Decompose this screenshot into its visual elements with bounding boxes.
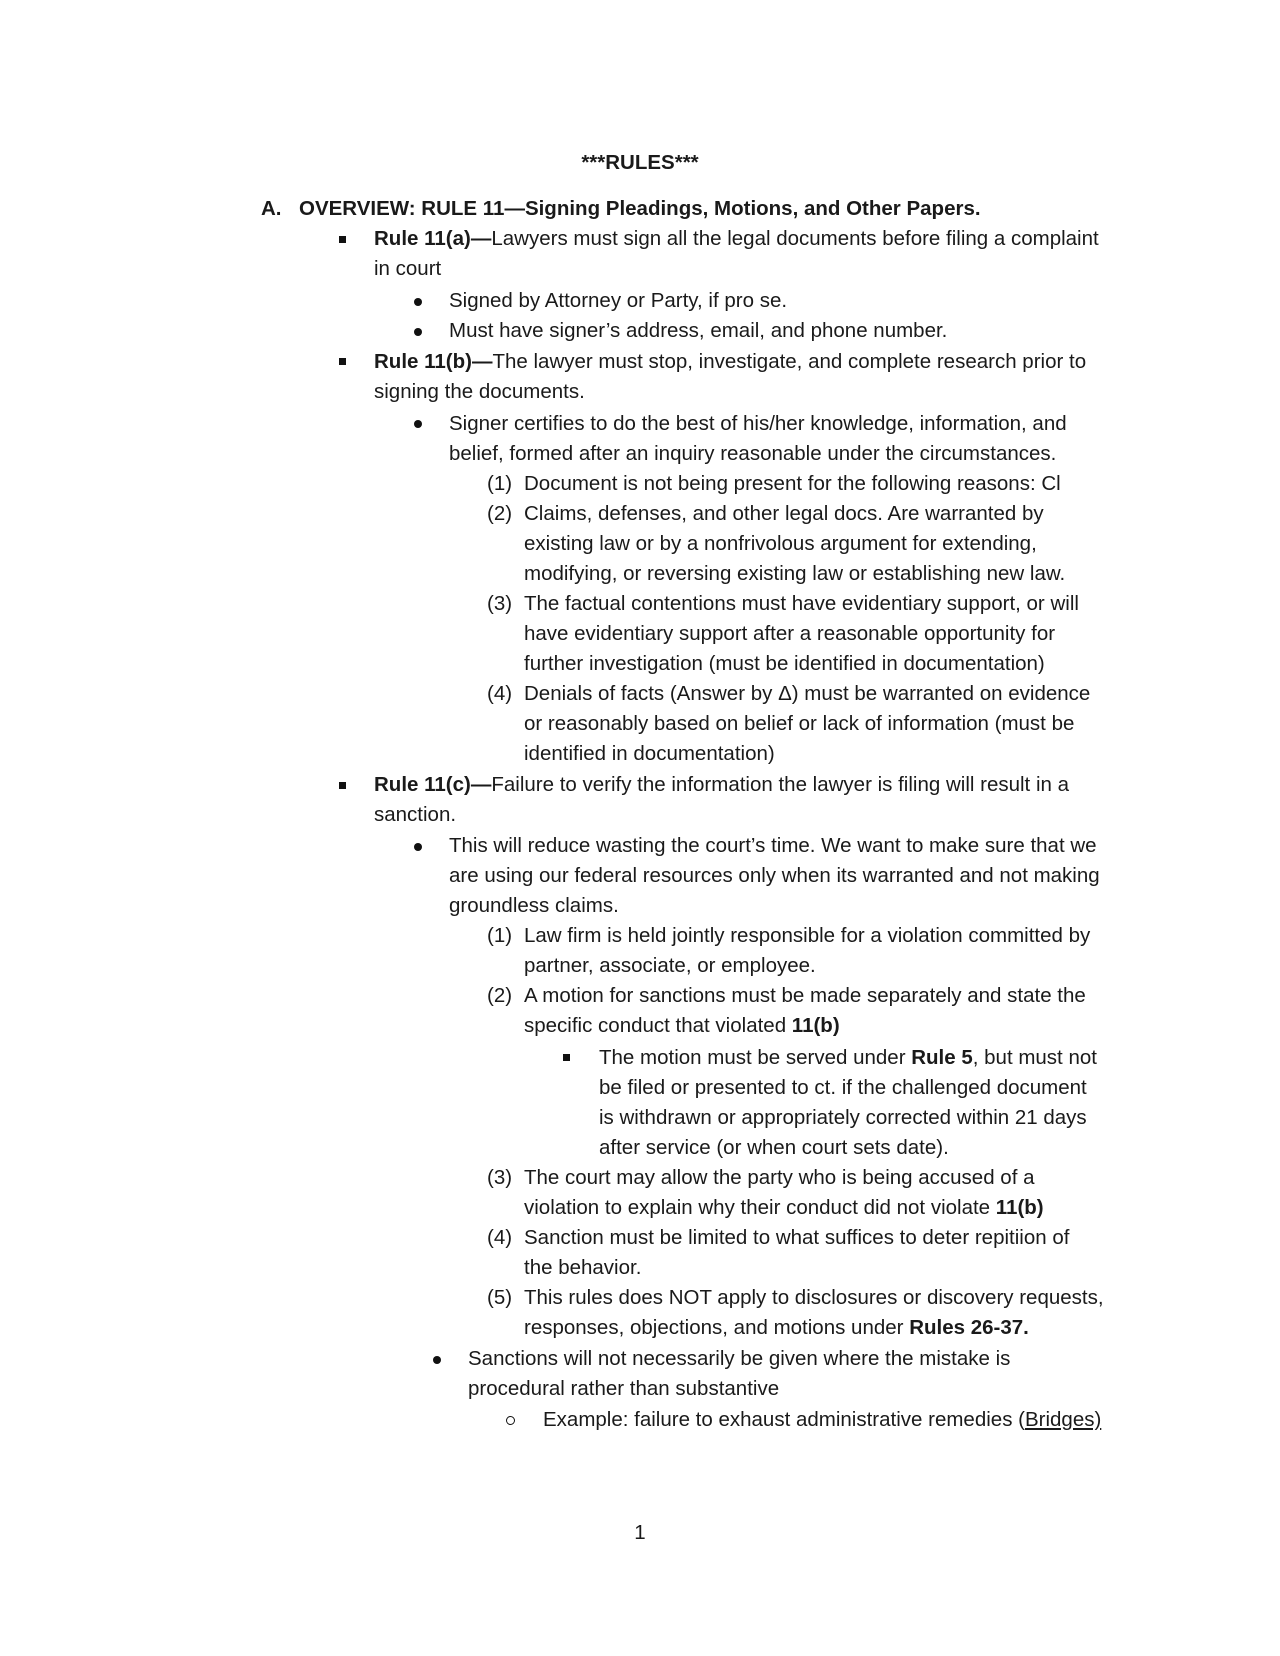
rule-11c-item-1-line2: partner, associate, or employee. — [524, 954, 816, 977]
square-bullet-icon — [339, 358, 346, 365]
rule-11c-item-3-line1: The court may allow the party who is being accused of a — [524, 1166, 1035, 1189]
rule-11c-item-2-line2 — [524, 1011, 840, 1041]
rule-11c-item-5-ref: Rules 26-37. — [909, 1316, 1029, 1339]
rule-11c-item-3-num: (3) — [487, 1166, 513, 1189]
rule-11c-item-4-line2: the behavior. — [524, 1256, 642, 1279]
rule-11a-bullet-2: Must have signer’s address, email, and phone number. — [449, 319, 948, 342]
sanctions-example — [543, 1405, 1101, 1435]
rule-11a-label: Rule 11(a)— — [374, 227, 492, 250]
section-a-letter: A. — [261, 197, 282, 220]
rule-11b-item-4-line1: Denials of facts (Answer by Δ) must be warranted on evidence — [524, 682, 1091, 705]
rule-11b-item-2-line2: existing law or by a nonfrivolous argument for extending, — [524, 532, 1037, 555]
page-number: 1 — [634, 1521, 646, 1544]
rule-11c-item-5-line2-text: responses, objections, and motions under — [524, 1316, 910, 1339]
rule-11c-subsq-ref: Rule 5 — [911, 1046, 973, 1069]
bullet-icon — [414, 298, 422, 306]
rule-11c-item-3-ref: 11(b) — [995, 1196, 1044, 1219]
bridges-case-ref: Bridges) — [1024, 1408, 1102, 1431]
rule-11c-bullet-line1: This will reduce wasting the court’s time. We want to make sure that we — [449, 834, 1097, 857]
rule-11c-subsq-line4: after service (or when court sets date). — [599, 1136, 949, 1159]
rule-11b-line2: signing the documents. — [374, 380, 585, 403]
rule-11c-item-3-line2-text: violation to explain why their conduct did not violate — [524, 1196, 996, 1219]
rule-11c-item-2-ref: 11(b) — [791, 1014, 840, 1037]
rule-11b-item-2-num: (2) — [487, 502, 513, 525]
rule-11b-item-1-num: (1) — [487, 472, 513, 495]
rule-11c-subsq-line1 — [599, 1043, 1097, 1073]
bullet-icon — [414, 420, 422, 428]
rule-11b-item-3-line3: further investigation (must be identified in documentation) — [524, 652, 1045, 675]
rule-11a-bullet-1: Signed by Attorney or Party, if pro se. — [449, 289, 788, 312]
rule-11b-item-3-line1: The factual contentions must have evidentiary support, or will — [524, 592, 1079, 615]
rule-11a-text: Lawyers must sign all the legal documents before filing a complaint — [491, 227, 1099, 250]
rule-11c-subsq-line3: is withdrawn or appropriately corrected within 21 days — [599, 1106, 1087, 1129]
rule-11b-item-4-line2: or reasonably based on belief or lack of information (must be — [524, 712, 1075, 735]
rule-11c-item-5-line1: This rules does NOT apply to disclosures or discovery requests, — [524, 1286, 1104, 1309]
rule-11c-text: Failure to verify the information the lawyer is filing will result in a — [491, 773, 1070, 796]
rule-11c-item-2-line1: A motion for sanctions must be made separately and state the — [524, 984, 1086, 1007]
square-bullet-icon — [339, 782, 346, 789]
rule-11b-bullet-line1: Signer certifies to do the best of his/her knowledge, information, and — [449, 412, 1067, 435]
rule-11c-item-1-num: (1) — [487, 924, 513, 947]
rule-11b-item-4-line3: identified in documentation) — [524, 742, 775, 765]
rule-11c-item-3-line2 — [524, 1193, 1044, 1223]
rule-11b-item-2-line1: Claims, defenses, and other legal docs. Are warranted by — [524, 502, 1044, 525]
rule-11c-item-1-line1: Law firm is held jointly responsible for a violation committed by — [524, 924, 1091, 947]
rule-11c-bullet-line2: are using our federal resources only when its warranted and not making — [449, 864, 1100, 887]
rule-11b-label: Rule 11(b)— — [374, 350, 493, 373]
rule-11c-item-2-num: (2) — [487, 984, 513, 1007]
rule-11c-bullet-line3: groundless claims. — [449, 894, 619, 917]
rule-11c-line2: sanction. — [374, 803, 457, 826]
bullet-icon — [414, 328, 422, 336]
rule-11c-subsq-line2: be filed or presented to ct. if the challenged document — [599, 1076, 1087, 1099]
rule-11c-label: Rule 11(c)— — [374, 773, 492, 796]
rule-11b-item-3-num: (3) — [487, 592, 513, 615]
rule-11b-item-4-num: (4) — [487, 682, 513, 705]
rule-11c-item-4-line1: Sanction must be limited to what suffices to deter repitiion of — [524, 1226, 1070, 1249]
rule-11b-item-3-line2: have evidentiary support after a reasonable opportunity for — [524, 622, 1056, 645]
rule-11a-line1 — [374, 224, 1099, 254]
rule-11c-item-4-num: (4) — [487, 1226, 513, 1249]
square-bullet-icon — [563, 1054, 570, 1061]
rule-11c-item-5-num: (5) — [487, 1286, 513, 1309]
rule-11b-text: The lawyer must stop, investigate, and complete research prior to — [492, 350, 1087, 373]
bullet-icon — [433, 1356, 441, 1364]
rule-11b-item-1: Document is not being present for the following reasons: Cl — [524, 472, 1061, 495]
rule-11c-item-2-line2-text: specific conduct that violated — [524, 1014, 792, 1037]
rule-11c-subsq-post: , but must not — [972, 1046, 1097, 1069]
rule-11c-item-5-line2 — [524, 1313, 1029, 1343]
rule-11c-subsq-pre: The motion must be served under — [599, 1046, 912, 1069]
bullet-icon — [414, 843, 422, 851]
sanctions-line1: Sanctions will not necessarily be given where the mistake is — [468, 1347, 1011, 1370]
rule-11a-line2: in court — [374, 257, 442, 280]
rule-11c-line1 — [374, 770, 1069, 800]
sanctions-example-text: Example: failure to exhaust administrative remedies ( — [543, 1408, 1025, 1431]
page-title: ***RULES*** — [581, 151, 699, 174]
rule-11b-line1 — [374, 347, 1086, 377]
sanctions-line2: procedural rather than substantive — [468, 1377, 780, 1400]
hollow-bullet-icon — [506, 1416, 515, 1425]
rule-11b-bullet-line2: belief, formed after an inquiry reasonable under the circumstances. — [449, 442, 1057, 465]
square-bullet-icon — [339, 236, 346, 243]
section-a-heading: OVERVIEW: RULE 11—Signing Pleadings, Motions, and Other Papers. — [299, 197, 981, 220]
rule-11b-item-2-line3: modifying, or reversing existing law or establishing new law. — [524, 562, 1066, 585]
